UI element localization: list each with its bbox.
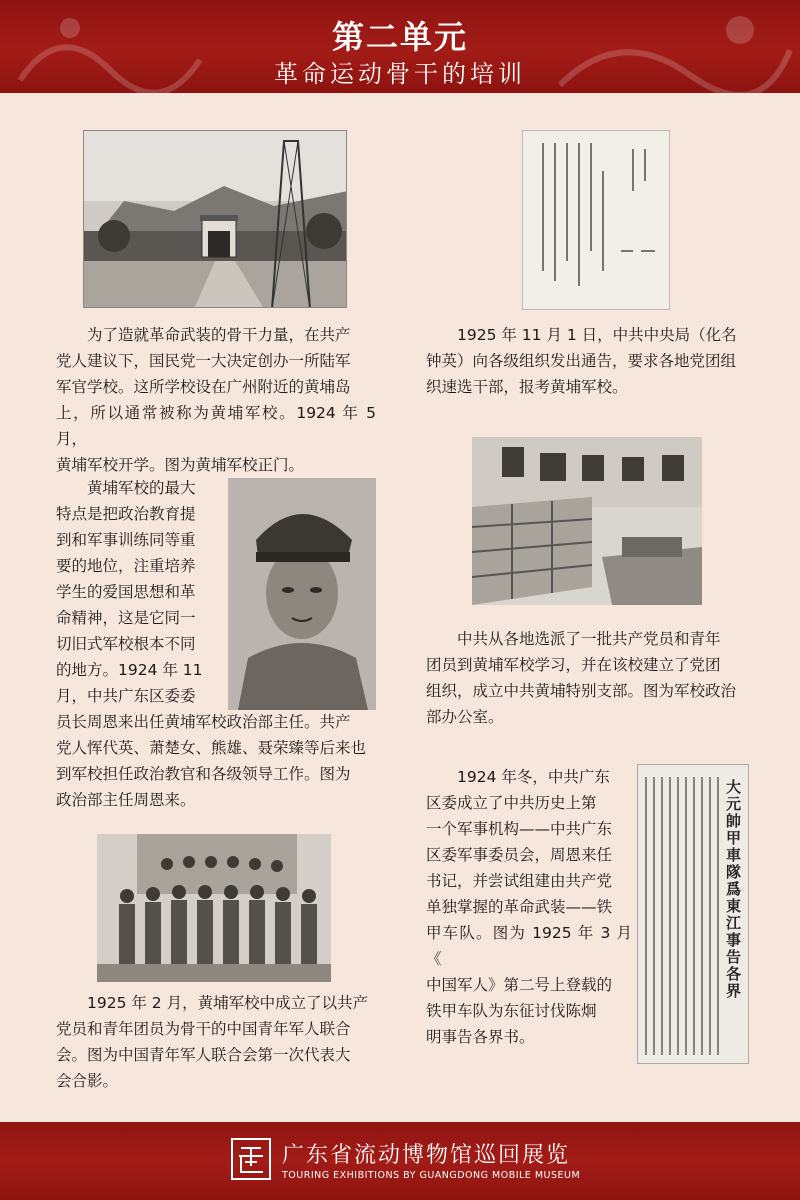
caption-line: 党人建议下，国民党一大决定创办一所陆军	[56, 352, 351, 370]
caption-line: 中国军人》第二号上登载的	[426, 976, 613, 994]
office-interior-image	[472, 437, 702, 605]
photo-newspaper-clipping	[637, 764, 749, 1064]
caption-line: 钟英）向各级组织发出通告，要求各地党团组	[426, 352, 737, 370]
caption-line: 命精神，这是它同一	[56, 609, 196, 627]
page-title: 第二单元	[331, 18, 468, 56]
caption-line: 单独掌握的革命武装——铁	[426, 898, 613, 916]
caption-line: 军官学校。这所学校设在广州附近的黄埔岛	[56, 378, 351, 396]
caption-line: 到和军事训练同等重	[56, 531, 196, 549]
caption-line: 组织，成立中共黄埔特别支部。图为军校政治	[426, 682, 737, 700]
caption-line: 铁甲车队为东征讨伐陈炯	[426, 1002, 597, 1020]
caption-line: 甲车队。图为 1925 年 3 月《	[426, 924, 632, 968]
caption-line: 区委军事委员会，周恩来任	[426, 846, 613, 864]
caption-line: 明事告各界书。	[426, 1028, 535, 1046]
museum-seal-logo	[229, 1136, 273, 1182]
school-gate-image	[84, 131, 347, 308]
caption-line: 为了造就革命武装的骨干力量，在共产	[87, 326, 351, 344]
caption-line: 一个军事机构——中共广东	[426, 820, 613, 838]
caption-line: 团员到黄埔军校学习，并在该校建立了党团	[426, 656, 721, 674]
caption-line: 党人恽代英、萧楚女、熊雄、聂荣臻等后来也	[56, 739, 367, 757]
caption-line: 上，所以通常被称为黄埔军校。1924 年 5 月，	[56, 404, 376, 448]
footer-subtitle: TOURING EXHIBITIONS BY GUANGDONG MOBILE MUSEUM	[282, 1170, 581, 1181]
newspaper-text-image	[638, 765, 749, 1064]
league-caption	[56, 990, 376, 1094]
caption-line: 黄埔军校开学。图为黄埔军校正门。	[56, 456, 305, 474]
caption-line: 1925 年 2 月，黄埔军校中成立了以共产	[87, 994, 369, 1012]
handwritten-document-image	[523, 131, 670, 310]
page-subtitle: 革命运动骨干的培训	[274, 60, 526, 88]
header-banner	[0, 0, 800, 93]
seal-icon	[229, 1136, 273, 1182]
caption-line: 要的地位，注重培养	[56, 557, 196, 575]
caption-line: 月，中共广东区委委	[56, 687, 196, 705]
footer-title: 广东省流动博物馆巡回展览	[282, 1143, 571, 1168]
caption-line: 织速选干部，报考黄埔军校。	[426, 378, 628, 396]
caption-line: 部办公室。	[426, 708, 504, 726]
caption-line: 中共从各地选派了一批共产党员和青年	[457, 630, 721, 648]
caption-line: 1924 年冬，中共广东	[457, 768, 610, 786]
office-caption	[426, 626, 754, 730]
newspaper-headline: 大元帥甲車隊爲東江事告各界	[726, 778, 742, 1000]
caption-line: 的地方。1924 年 11	[56, 661, 203, 679]
caption-line: 切旧式军校根本不同	[56, 635, 196, 653]
caption-line: 党员和青年团员为骨干的中国青年军人联合	[56, 1020, 351, 1038]
caption-line: 员长周恩来出任黄埔军校政治部主任。共产	[56, 713, 351, 731]
caption-line: 到军校担任政治教官和各级领导工作。图为	[56, 765, 351, 783]
caption-line: 学生的爱国思想和革	[56, 583, 196, 601]
caption-line: 特点是把政治教育提	[56, 505, 196, 523]
notice-caption	[426, 322, 754, 400]
caption-line: 书记，并尝试组建由共产党	[426, 872, 613, 890]
caption-line: 政治部主任周恩来。	[56, 791, 196, 809]
gate-caption	[56, 322, 376, 478]
caption-line: 黄埔军校的最大	[87, 479, 196, 497]
photo-notice-document	[522, 130, 670, 310]
photo-group-portrait	[97, 834, 331, 982]
photo-political-office	[472, 437, 702, 605]
caption-line: 会。图为中国青年军人联合会第一次代表大	[56, 1046, 351, 1064]
group-photo-image	[97, 834, 331, 982]
zhou-caption	[56, 475, 376, 813]
caption-line: 会合影。	[56, 1072, 119, 1090]
regiment-caption	[426, 764, 632, 1050]
caption-line: 区委成立了中共历史上第	[426, 794, 597, 812]
caption-line: 1925 年 11 月 1 日，中共中央局（化名	[457, 326, 737, 344]
photo-school-gate	[83, 130, 347, 308]
